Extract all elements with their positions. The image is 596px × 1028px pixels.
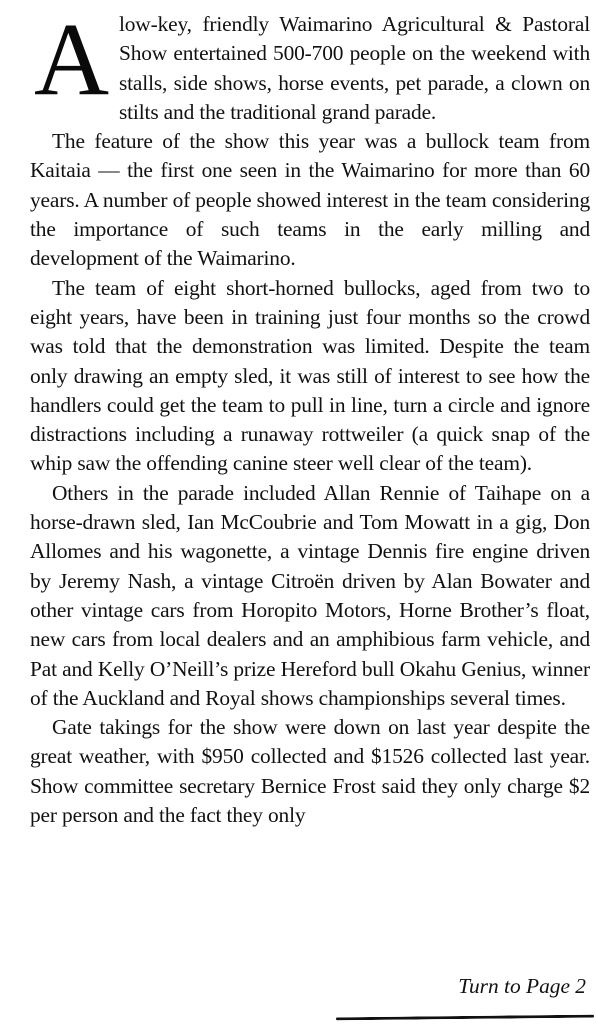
- paragraph-1-text: low-key, friendly Waimarino Agricultural & Pastoral Show entertained 500-700 people on the weekend with stalls, side shows, horse events, pet parade, a clown on stilts and the traditional grand parade.: [118, 12, 590, 124]
- continuation-link[interactable]: Turn to Page 2: [458, 974, 586, 998]
- paragraph-1: [30, 2, 590, 127]
- paragraph-3: The team of eight short-horned bullocks, aged from two to eight years, have been in training just four months so the crowd was told that the demonstration was limited. Despite the team only drawing an empty sled, it was still of interest to see how the handlers could get the team to pull in line, turn a circle and ignore distractions including a runaway rottweiler (a quick snap of the whip saw the offending canine steer well clear of the team).: [30, 275, 590, 476]
- bottom-rule: [336, 1015, 594, 1021]
- article-body: [30, 2, 590, 830]
- drop-cap: A: [34, 2, 109, 117]
- paragraph-5: Gate takings for the show were down on last year despite the great weather, with $950 collected and $1526 collected last year. Show committee secretary Bernice Frost said they only charge $2 per person and the fact they only: [30, 715, 590, 828]
- paragraph-2: The feature of the show this year was a bullock team from Kaitaia — the first one seen in the Waimarino for more than 60 years. A number of people showed interest in the team considering the importance of such teams in the early milling and development of the Waimarino.: [30, 129, 590, 271]
- paragraph-4: Others in the parade included Allan Rennie of Taihape on a horse-drawn sled, Ian McCoubrie and Tom Mowatt in a gig, Don Allomes and his wagonette, a vintage Dennis fire engine driven by Jeremy Nash, a vintage Citroën driven by Alan Bowater and other vintage cars from Horopito Motors, Horne Brother’s float, new cars from local dealers and an amphibious farm vehicle, and Pat and Kelly O’Neill’s prize Hereford bull Okahu Genius, winner of the Auckland and Royal shows championships several times.: [30, 480, 590, 710]
